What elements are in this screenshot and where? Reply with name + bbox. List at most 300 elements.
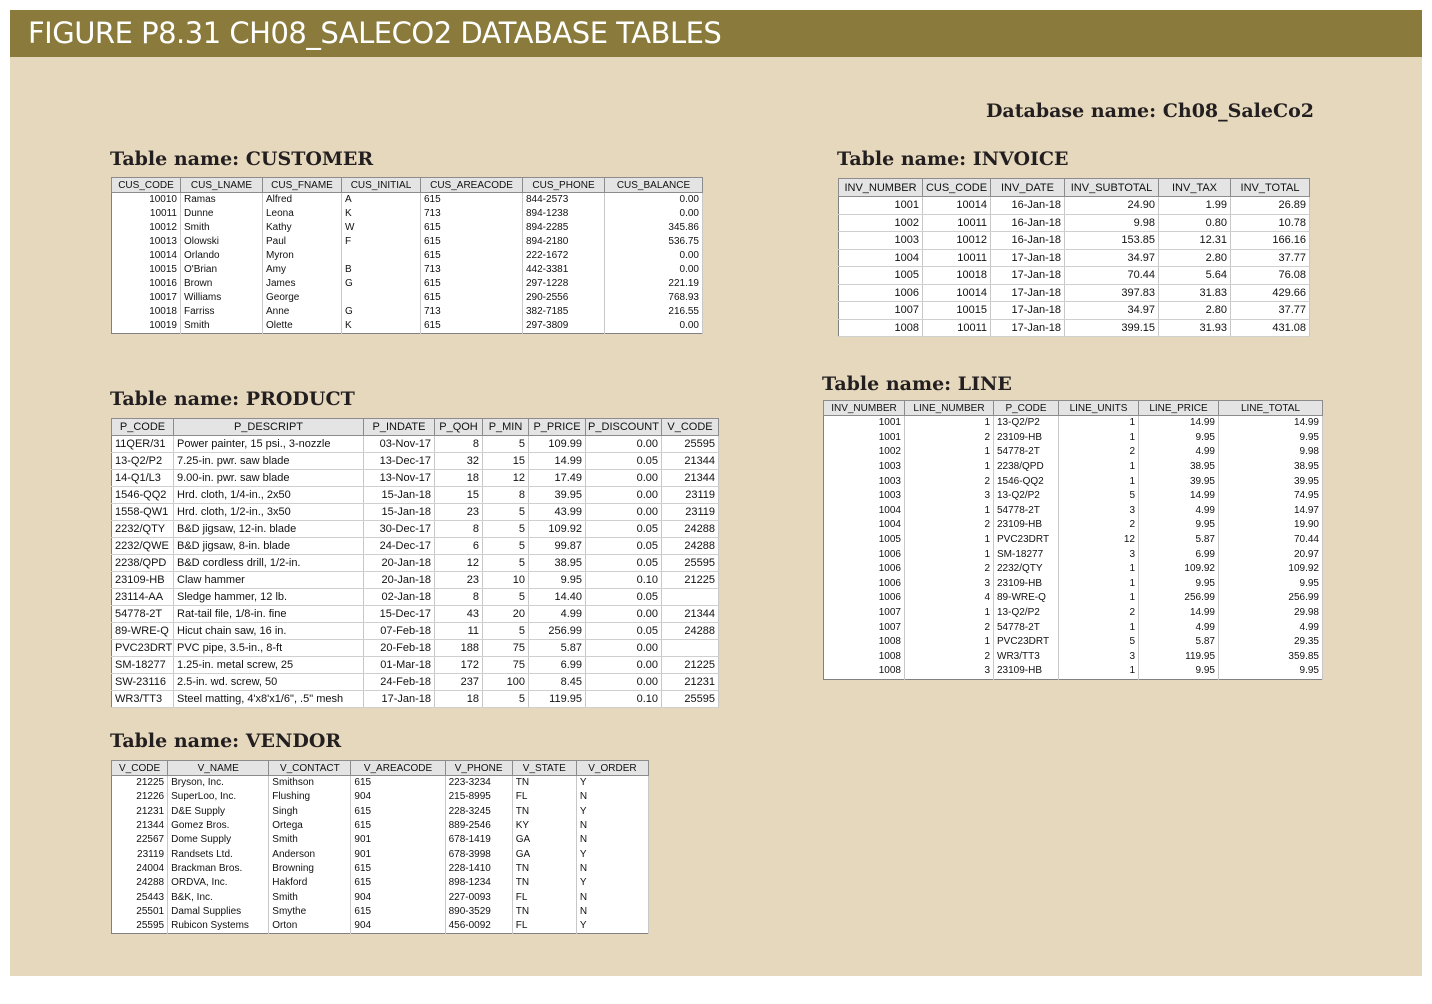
table-cell: 3 (1059, 504, 1139, 519)
table-cell: 31.93 (1159, 319, 1231, 337)
table-cell: 0.00 (605, 249, 703, 263)
column-header: CUS_PHONE (523, 178, 605, 193)
table-cell: 0.80 (1159, 214, 1231, 232)
table-cell: 1001 (824, 431, 905, 446)
table-cell: 23119 (662, 504, 719, 521)
table-cell: Browning (269, 862, 351, 876)
table-cell: 16-Jan-18 (991, 232, 1065, 250)
column-header: P_DISCOUNT (586, 419, 662, 436)
table-cell: 25595 (662, 555, 719, 572)
table-row (824, 431, 1323, 446)
table-cell: Claw hammer (174, 572, 364, 589)
table-cell: Myron (263, 249, 342, 263)
table-cell: 1003 (839, 232, 923, 250)
table-cell: 16-Jan-18 (991, 197, 1065, 215)
table-cell: 2232/QWE (112, 538, 174, 555)
table-cell: 17-Jan-18 (991, 249, 1065, 267)
column-header: P_CODE (994, 401, 1059, 416)
table-cell: 8.45 (529, 674, 586, 691)
table-cell: GA (512, 833, 576, 847)
table-cell: 32 (435, 453, 483, 470)
table-cell: 0.00 (605, 263, 703, 277)
table-cell: 34.97 (1065, 302, 1159, 320)
column-header: CUS_LNAME (181, 178, 263, 193)
invoice-table (838, 178, 1310, 337)
table-cell: 29.98 (1219, 606, 1323, 621)
table-cell: 9.95 (529, 572, 586, 589)
table-cell: 894-2180 (523, 235, 605, 249)
table-cell: 1006 (824, 577, 905, 592)
table-cell: N (576, 833, 648, 847)
table-cell: 713 (421, 305, 523, 319)
table-cell: 5.64 (1159, 267, 1231, 285)
table-cell: 4.99 (529, 606, 586, 623)
table-cell: 2.5-in. wd. screw, 50 (174, 674, 364, 691)
line-table-title: Table name: LINE (822, 373, 1012, 395)
table-cell: 15-Dec-17 (364, 606, 435, 623)
table-cell: Anderson (269, 847, 351, 861)
table-row (824, 489, 1323, 504)
table-cell: 15-Jan-18 (364, 504, 435, 521)
table-cell: KY (512, 819, 576, 833)
column-header: CUS_AREACODE (421, 178, 523, 193)
table-cell: 24288 (112, 876, 168, 890)
table-cell: 0.05 (586, 521, 662, 538)
table-cell: SM-18277 (994, 547, 1059, 562)
column-header: CUS_CODE (112, 178, 181, 193)
table-cell: Farriss (181, 305, 263, 319)
table-cell: 215-8995 (445, 790, 512, 804)
column-header: INV_DATE (991, 179, 1065, 197)
table-cell: 39.95 (1139, 474, 1219, 489)
table-cell: 904 (351, 790, 445, 804)
table-row (824, 577, 1323, 592)
table-cell: 1008 (824, 664, 905, 679)
table-cell: 9.98 (1065, 214, 1159, 232)
table-cell: 399.15 (1065, 319, 1159, 337)
table-cell: 10015 (923, 302, 991, 320)
table-cell: 4.99 (1139, 445, 1219, 460)
table-cell: 615 (351, 819, 445, 833)
table-cell: 1007 (824, 620, 905, 635)
table-row (839, 319, 1310, 337)
table-cell: 1.99 (1159, 197, 1231, 215)
table-cell: 9.95 (1139, 431, 1219, 446)
line-header-row (824, 401, 1323, 416)
table-cell: 615 (351, 805, 445, 819)
table-cell: 23109-HB (994, 431, 1059, 446)
table-row (824, 591, 1323, 606)
product-table (111, 418, 719, 708)
table-row (824, 635, 1323, 650)
table-cell: 1 (1059, 474, 1139, 489)
column-header: V_PHONE (445, 761, 512, 776)
table-cell: 9.95 (1219, 577, 1323, 592)
vendor-table-title: Table name: VENDOR (110, 730, 342, 752)
table-cell: 75 (483, 640, 529, 657)
table-cell: 21225 (662, 572, 719, 589)
column-header: P_INDATE (364, 419, 435, 436)
table-cell: 89-WRE-Q (112, 623, 174, 640)
table-cell: Amy (263, 263, 342, 277)
table-cell: B (342, 263, 421, 277)
table-cell: SW-23116 (112, 674, 174, 691)
table-cell: B&D jigsaw, 8-in. blade (174, 538, 364, 555)
table-cell: 3 (905, 577, 994, 592)
table-cell: 1546-QQ2 (994, 474, 1059, 489)
table-cell: 223-3234 (445, 776, 512, 791)
table-cell: 13-Q2/P2 (994, 606, 1059, 621)
table-cell: 429.66 (1231, 284, 1310, 302)
table-row (112, 277, 703, 291)
table-cell: 5.87 (529, 640, 586, 657)
table-row (112, 453, 719, 470)
table-cell: Alfred (263, 193, 342, 208)
table-cell: 10016 (112, 277, 181, 291)
table-cell: 1005 (824, 533, 905, 548)
table-cell: 615 (421, 235, 523, 249)
table-cell: 6 (435, 538, 483, 555)
table-cell: 10013 (112, 235, 181, 249)
table-cell: 153.85 (1065, 232, 1159, 250)
table-cell: 21344 (662, 470, 719, 487)
table-row (112, 606, 719, 623)
table-cell: 9.95 (1219, 431, 1323, 446)
table-cell: Smithson (269, 776, 351, 791)
table-cell: 615 (421, 319, 523, 334)
table-cell: 615 (351, 776, 445, 791)
table-cell: 10011 (923, 319, 991, 337)
table-row (112, 805, 649, 819)
table-cell: 1 (1059, 577, 1139, 592)
table-cell: 23 (435, 572, 483, 589)
table-cell: James (263, 277, 342, 291)
column-header: INV_NUMBER (824, 401, 905, 416)
table-row (839, 232, 1310, 250)
table-cell: 17-Jan-18 (991, 302, 1065, 320)
table-cell: Smythe (269, 905, 351, 919)
table-cell (342, 249, 421, 263)
table-cell: Leona (263, 207, 342, 221)
table-cell: 119.95 (1139, 650, 1219, 665)
table-cell: 23119 (662, 487, 719, 504)
column-header: P_MIN (483, 419, 529, 436)
table-cell: 1006 (824, 591, 905, 606)
table-row (824, 606, 1323, 621)
table-cell: TN (512, 905, 576, 919)
table-cell: B&D jigsaw, 12-in. blade (174, 521, 364, 538)
table-cell: 11QER/31 (112, 436, 174, 453)
table-cell: 1558-QW1 (112, 504, 174, 521)
table-cell: 10 (483, 572, 529, 589)
table-cell: 38.95 (529, 555, 586, 572)
table-cell: 13-Nov-17 (364, 470, 435, 487)
table-cell: Brown (181, 277, 263, 291)
table-cell: 24004 (112, 862, 168, 876)
table-cell: 9.95 (1219, 664, 1323, 679)
table-cell: 21225 (112, 776, 168, 791)
table-cell: 8 (435, 589, 483, 606)
table-cell: 10012 (923, 232, 991, 250)
table-cell: Paul (263, 235, 342, 249)
table-cell: 0.00 (586, 504, 662, 521)
table-cell: 17-Jan-18 (991, 284, 1065, 302)
column-header: P_DESCRIPT (174, 419, 364, 436)
column-header: LINE_UNITS (1059, 401, 1139, 416)
table-cell: 54778-2T (994, 445, 1059, 460)
table-cell: 904 (351, 919, 445, 934)
table-cell: 43 (435, 606, 483, 623)
database-name: Database name: Ch08_SaleCo2 (985, 100, 1314, 122)
table-cell: Rat-tail file, 1/8-in. fine (174, 606, 364, 623)
table-row (112, 657, 719, 674)
table-row (112, 193, 703, 208)
table-cell: 6.99 (529, 657, 586, 674)
table-cell: 1 (905, 606, 994, 621)
table-cell: 904 (351, 890, 445, 904)
table-cell: 38.95 (1219, 460, 1323, 475)
table-cell: 1003 (824, 460, 905, 475)
table-cell: 1008 (824, 650, 905, 665)
table-cell: 166.16 (1231, 232, 1310, 250)
table-cell: 3 (905, 489, 994, 504)
table-row (824, 650, 1323, 665)
table-cell: 54778-2T (112, 606, 174, 623)
table-cell: 5.87 (1139, 533, 1219, 548)
table-cell: 24288 (662, 623, 719, 640)
table-cell: 9.95 (1139, 664, 1219, 679)
table-cell: TN (512, 862, 576, 876)
table-cell: 2 (1059, 445, 1139, 460)
table-cell: Olette (263, 319, 342, 334)
column-header: CUS_BALANCE (605, 178, 703, 193)
table-cell: 70.44 (1065, 267, 1159, 285)
table-cell: WR3/TT3 (994, 650, 1059, 665)
table-cell: 12.31 (1159, 232, 1231, 250)
table-cell: 6.99 (1139, 547, 1219, 562)
table-cell: 10.78 (1231, 214, 1310, 232)
table-cell: 1 (905, 445, 994, 460)
table-row (112, 640, 719, 657)
table-cell: 615 (421, 221, 523, 235)
table-cell: 1001 (824, 416, 905, 431)
table-cell: 14.99 (1139, 416, 1219, 431)
table-cell: Gomez Bros. (168, 819, 269, 833)
table-cell: 1003 (824, 489, 905, 504)
table-cell: 5 (483, 555, 529, 572)
table-cell: 678-3998 (445, 847, 512, 861)
table-cell: 1546-QQ2 (112, 487, 174, 504)
table-cell: 13-Q2/P2 (994, 489, 1059, 504)
table-row (839, 197, 1310, 215)
invoice-table-title: Table name: INVOICE (837, 148, 1069, 170)
table-cell: 615 (351, 862, 445, 876)
customer-table-title: Table name: CUSTOMER (110, 148, 374, 170)
table-cell: 3 (905, 664, 994, 679)
table-cell: N (576, 790, 648, 804)
column-header: P_QOH (435, 419, 483, 436)
table-row (112, 538, 719, 555)
table-cell: 10017 (112, 291, 181, 305)
table-cell: 4.99 (1219, 620, 1323, 635)
table-cell: 890-3529 (445, 905, 512, 919)
table-cell: 25595 (662, 436, 719, 453)
table-cell: 2 (1059, 518, 1139, 533)
table-cell: 615 (421, 249, 523, 263)
table-cell: 5 (483, 589, 529, 606)
table-cell: 8 (435, 436, 483, 453)
table-cell: Dome Supply (168, 833, 269, 847)
table-cell: 18 (435, 691, 483, 708)
table-cell: W (342, 221, 421, 235)
table-row (112, 890, 649, 904)
table-cell: O'Brian (181, 263, 263, 277)
table-row (824, 518, 1323, 533)
table-cell: 0.00 (586, 674, 662, 691)
table-cell: 4.99 (1139, 620, 1219, 635)
table-cell: 12 (483, 470, 529, 487)
table-cell: 228-3245 (445, 805, 512, 819)
table-cell: 431.08 (1231, 319, 1310, 337)
table-cell: 17-Jan-18 (991, 267, 1065, 285)
table-cell: Sledge hammer, 12 lb. (174, 589, 364, 606)
table-cell: Power painter, 15 psi., 3-nozzle (174, 436, 364, 453)
table-row (112, 470, 719, 487)
table-cell: 0.00 (586, 640, 662, 657)
table-cell: 10014 (112, 249, 181, 263)
table-row (824, 547, 1323, 562)
column-header: INV_TAX (1159, 179, 1231, 197)
table-cell: 1002 (839, 214, 923, 232)
column-header: V_NAME (168, 761, 269, 776)
table-cell: FL (512, 790, 576, 804)
table-cell: 0.10 (586, 691, 662, 708)
table-cell: 172 (435, 657, 483, 674)
vendor-table (111, 760, 649, 934)
invoice-header-row (839, 179, 1310, 197)
table-cell: 456-0092 (445, 919, 512, 934)
table-cell: 20 (483, 606, 529, 623)
table-cell: 3 (1059, 650, 1139, 665)
table-cell: 1006 (839, 284, 923, 302)
table-row (112, 249, 703, 263)
table-cell: 1 (1059, 620, 1139, 635)
table-cell: 297-3809 (523, 319, 605, 334)
table-cell: 5 (483, 521, 529, 538)
table-cell: 4 (905, 591, 994, 606)
table-cell: 34.97 (1065, 249, 1159, 267)
column-header: CUS_INITIAL (342, 178, 421, 193)
table-row (824, 562, 1323, 577)
column-header: P_CODE (112, 419, 174, 436)
table-row (112, 487, 719, 504)
table-cell: 2 (905, 431, 994, 446)
table-cell: TN (512, 805, 576, 819)
column-header: V_CODE (662, 419, 719, 436)
table-cell: 1008 (824, 635, 905, 650)
table-cell: 10011 (923, 249, 991, 267)
table-cell: 2 (905, 474, 994, 489)
table-cell: 1 (1059, 591, 1139, 606)
table-cell: 0.00 (586, 470, 662, 487)
table-cell: 18 (435, 470, 483, 487)
table-cell: 21231 (662, 674, 719, 691)
table-cell: 1008 (839, 319, 923, 337)
table-cell: F (342, 235, 421, 249)
table-cell: 24-Feb-18 (364, 674, 435, 691)
table-cell: 100 (483, 674, 529, 691)
table-cell: 43.99 (529, 504, 586, 521)
table-cell: 2 (905, 620, 994, 635)
table-cell: 1006 (824, 547, 905, 562)
table-cell: 21344 (662, 606, 719, 623)
table-row (824, 504, 1323, 519)
table-cell: 12 (1059, 533, 1139, 548)
column-header: LINE_PRICE (1139, 401, 1219, 416)
table-cell: Smith (181, 221, 263, 235)
table-cell: 5 (483, 623, 529, 640)
table-cell: 8 (435, 521, 483, 538)
table-row (839, 302, 1310, 320)
table-cell: 109.92 (1139, 562, 1219, 577)
table-cell: 109.92 (529, 521, 586, 538)
table-cell: 678-1419 (445, 833, 512, 847)
table-row (824, 533, 1323, 548)
column-header: INV_SUBTOTAL (1065, 179, 1159, 197)
table-cell: 14.40 (529, 589, 586, 606)
column-header: INV_TOTAL (1231, 179, 1310, 197)
table-cell: 17-Jan-18 (364, 691, 435, 708)
table-cell: 1.25-in. metal screw, 25 (174, 657, 364, 674)
table-cell: 2 (905, 650, 994, 665)
table-cell: George (263, 291, 342, 305)
column-header: LINE_TOTAL (1219, 401, 1323, 416)
table-cell: 70.44 (1219, 533, 1323, 548)
table-cell: 2.80 (1159, 249, 1231, 267)
table-cell: 20-Feb-18 (364, 640, 435, 657)
table-cell: 1007 (824, 606, 905, 621)
table-cell: 14.97 (1219, 504, 1323, 519)
table-cell: GA (512, 847, 576, 861)
table-cell: 22567 (112, 833, 168, 847)
table-row (112, 504, 719, 521)
table-cell: Smith (269, 890, 351, 904)
table-cell: 10011 (112, 207, 181, 221)
table-cell: Anne (263, 305, 342, 319)
table-cell: 11 (435, 623, 483, 640)
table-row (824, 445, 1323, 460)
table-cell: 5 (483, 504, 529, 521)
table-row (839, 267, 1310, 285)
table-cell: 23114-AA (112, 589, 174, 606)
line-table (823, 400, 1323, 680)
table-cell: 0.05 (586, 538, 662, 555)
vendor-header-row (112, 761, 649, 776)
table-cell: Randsets Ltd. (168, 847, 269, 861)
table-cell: 2238/QPD (112, 555, 174, 572)
table-row (112, 674, 719, 691)
table-row (112, 819, 649, 833)
customer-table (111, 177, 703, 334)
table-cell: FL (512, 919, 576, 934)
table-cell: 24288 (662, 521, 719, 538)
table-cell: 23109-HB (994, 518, 1059, 533)
table-cell: 1 (905, 504, 994, 519)
table-cell: 10019 (112, 319, 181, 334)
table-cell: 359.85 (1219, 650, 1323, 665)
table-cell: 19.90 (1219, 518, 1323, 533)
table-cell: 54778-2T (994, 620, 1059, 635)
